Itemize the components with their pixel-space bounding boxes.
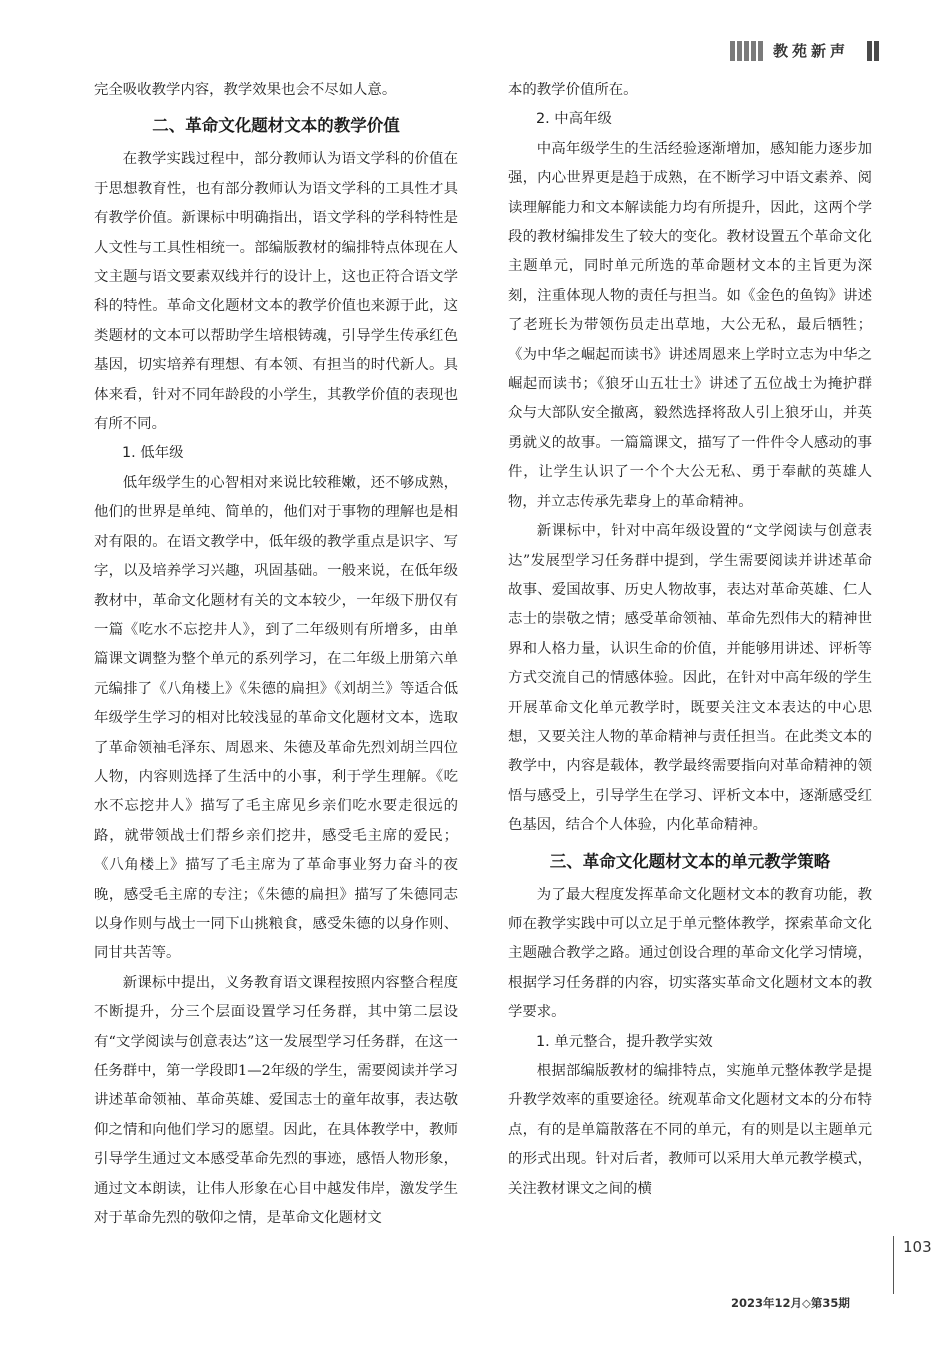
paragraph: 低年级学生的心智相对来说比较稚嫩，还不够成熟，他们的世界是单纯、简单的，他们对于事物的理解也是相对有限的。在语文教学中，低年级的教学重点是识字、写字，以及培养学习兴趣，巩固基础。一般来说，在低年级教材中，革命文化题材有关的文本较少，一年级下册仅有一篇《吃水不忘挖井人》，到了二年级则有所增多，由单篇课文调整为整个单元的系列学习，在二年级上册第六单元编排了《八角楼上》《朱德的扁担》《刘胡兰》等适合低年级学生学习的相对比较浅显的革命文化题材文本，选取了革命领袖毛泽东、周恩来、朱德及革命先烈刘胡兰四位人物，内容则选择了生活中的小事，利于学生理解。《吃水不忘挖井人》描写了毛主席见乡亲们吃水要走很远的路，就带领战士们帮乡亲们挖井，感受毛主席的爱民；《八角楼上》描写了毛主席为了革命事业努力奋斗的夜晚，感受毛主席的专注；《朱德的扁担》描写了朱德同志以身作则与战士一同下山挑粮食，感受朱德的以身作则、同甘共苦等。: [94, 474, 458, 962]
decor-bar: [744, 41, 749, 61]
header-decoration-right: [867, 40, 881, 62]
decor-bar: [874, 41, 879, 61]
section-heading: 三、革命文化题材文本的单元教学策略: [549, 851, 831, 871]
page-number: 103: [903, 1238, 932, 1256]
continued-paragraph: 本的教学价值所在。: [508, 82, 638, 98]
section-heading: 二、革命文化题材文本的教学价值: [152, 116, 400, 136]
header-decoration-left: [730, 40, 765, 62]
decor-bar: [867, 41, 872, 61]
paragraph: 为了最大程度发挥革命文化题材文本的教育功能，教师在教学实践中可以立足于单元整体教学，探索革命文化主题融合教学之路。通过创设合理的革命文化学习情境，根据学习任务群的内容，切实落实革命文化题材文本的教学要求。: [508, 886, 872, 1021]
subsection-heading: 2. 中高年级: [536, 111, 612, 128]
paragraph: 根据部编版教材的编排特点，实施单元整体教学是提升教学效率的重要途径。统观革命文化题材文本的分布特点，有的是单篇散落在不同的单元，有的则是以主题单元的形式出现。针对后者，教师可以采用大单元教学模式，关注教材课文之间的横: [508, 1063, 872, 1197]
decor-bar: [758, 41, 763, 61]
continued-paragraph: 完全吸收教学内容，教学效果也会不尽如人意。: [94, 82, 397, 98]
section-header-title: 教苑新声: [773, 42, 850, 60]
decor-bar: [730, 41, 735, 61]
paragraph: 新课标中提出，义务教育语文课程按照内容整合程度不断提升，分三个层面设置学习任务群，其中第二层设有“文学阅读与创意表达”这一发展型学习任务群，在这一任务群中，第一学段即1—2年级的学生，需要阅读并学习讲述革命领袖、革命英雄、爱国志士的童年故事，表达敬仰之情和向他们学习的愿望。因此，在具体教学中，教师引导学生通过文本感受革命先烈的事迹，感悟人物形象，通过文本朗读，让伟人形象在心目中越发伟岸，激发学生对于革命先烈的敬仰之情，是革命文化题材文: [94, 974, 458, 1227]
decor-bar: [737, 41, 742, 61]
paragraph: 在教学实践过程中，部分教师认为语文学科的价值在于思想教育性，也有部分教师认为语文学科的工具性才具有教学价值。新课标中明确指出，语文学科的学科特性是人文性与工具性相统一。部编版教材的编排特点体现在人文主题与语文要素双线并行的设计上，这也正符合语文学科的特性。革命文化题材文本的教学价值也来源于此，这类题材的文本可以帮助学生培根铸魂，引导学生传承红色基因，切实培养有理想、有本领、有担当的时代新人。具体来看，针对不同年龄段的小学生，其教学价值的表现也有所不同。: [94, 151, 458, 433]
decor-bar: [751, 41, 756, 61]
subsection-heading: 1. 低年级: [122, 445, 184, 462]
left-column: [94, 76, 458, 1233]
paragraph: 新课标中，针对中高年级设置的“文学阅读与创意表达”发展型学习任务群中提到，学生需要阅读并讲述革命故事、爱国故事、历史人物故事，表达对革命英雄、仁人志士的崇敬之情；感受革命领袖、革命先烈伟大的精神世界和人格力量，认识生命的价值，并能够用讲述、评析等方式交流自己的情感体验。因此，在针对中高年级的学生开展革命文化单元教学时，既要关注文本表达的中心思想，又要关注人物的革命精神与责任担当。在此类文本的教学中，内容是载体，教学最终需要指向对革命精神的领悟与感受上，引导学生在学习、评析文本中，逐渐感受红色基因，结合个人体验，内化革命精神。: [508, 523, 872, 834]
paragraph: 中高年级学生的生活经验逐渐增加，感知能力逐步加强，内心世界更是趋于成熟，在不断学习中语文素养、阅读理解能力和文本解读能力均有所提升，因此，这两个学段的教材编排发生了较大的变化。教材设置五个革命文化主题单元，同时单元所选的革命题材文本的主旨更为深刻，注重体现人物的责任与担当。如《金色的鱼钩》讲述了老班长为带领伤员走出草地，大公无私，最后牺牲；《为中华之崛起而读书》讲述周恩来上学时立志为中华之崛起而读书；《狼牙山五壮士》讲述了五位战士为掩护群众与大部队安全撤离，毅然选择将敌人引上狼牙山，并英勇就义的故事。一篇篇课文，描写了一件件令人感动的事件，让学生认识了一个个大公无私、勇于奉献的英雄人物，并立志传承先辈身上的革命精神。: [508, 140, 872, 510]
right-column: [508, 76, 872, 1204]
subsection-heading: 1. 单元整合，提升教学实效: [536, 1033, 713, 1050]
page-number-divider: [893, 1236, 894, 1294]
issue-label: 2023年12月◇第35期: [731, 1296, 850, 1310]
